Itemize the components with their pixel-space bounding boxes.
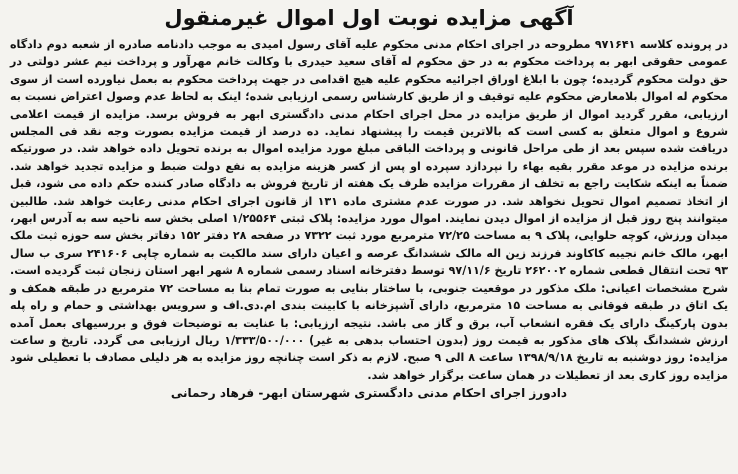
specs-text: ملک مذکور در موقعیت جنوبی، با ساختار بنایی به صورت تمام بنا به مساحت ۷۲ مترمربع در طبقه همکف و یک اتاق در طبقه فوقانی به مساحت ۱۵ مترمربع، دارای آشپزخانه با کابینت بندی ام.دی.اف و سرویس بهداشتی و حمام و راه پله بدون پارکینگ دارای یک فقره انشعاب آب، برق و گاز می باشد. (10, 281, 728, 330)
specs-heading: شرح مشخصات اعیانی: (596, 281, 728, 295)
signature-line: دادورز اجرای احکام مدنی دادگستری شهرستان ابهر- فرهاد رحمانی (170, 386, 568, 401)
date-heading: تاریخ و ساعت مزایده: (10, 333, 728, 365)
result-heading: نتیجه ارزیابی: (288, 316, 372, 330)
result-text: با عنایت به توضیحات فوق و بررسیهای بعمل آمده ارزش ششدانگ پلاک های مذکور به قیمت روز (بدون احتساب بدهی به غیر) ۱/۳۳۳/۵۰۰/۰۰۰ ریال ارزیابی می گردد. (10, 316, 729, 347)
property-text: پلاک ثبتی ۱/۲۵۵۶۴ اصلی بخش سه ناحیه سه به آدرس ابهر، میدان ورزش، کوچه حلوایی، پلاک ۹ به مساحت ۷۲/۲۵ مترمربع مورد ثبت ۷۳۲۲ در صفحه ۲۸ دفتر ۱۵۲ دفاتر بخش سه حوزه ثبت ملک ابهر، مالک خانم نجیبه کاکاوند فرزند زین اله مالک ششدانگ عرصه و اعیان دارای سند مالکیت به شماره چاپی ۲۴۱۶۰۶ سری ب سال ۹۳ تحت انتقال قطعی شماره ۲۶۲۰۰۲ تاریخ ۹۷/۱۱/۶ توسط دفترخانه اسناد رسمی شماره ۸ شهر ابهر استان زنجان ثبت گردیده است. (10, 212, 728, 278)
intro-paragraph: در پرونده کلاسه ۹۷۱۶۴۱ مطروحه در اجرای احکام مدنی محکوم علیه آقای رسول امیدی به موجب دادنامه صادره از شعبه دوم دادگاه عمومی حقوقی ابهر به پرداخت محکوم به در حق محکوم له آقای سعید حیدری با وکالت خانم مهرآور و پرداخت نیم عشر دولتی در حق دولت محکوم گردیده؛ چون با ابلاغ اوراق اجرائیه محکوم علیه هیچ اقدامی در جهت پرداخت محکوم به بعمل نیاورده است از سوی محکوم له اموال بلامعارض محکوم علیه توقیف و از طریق کارشناس رسمی ارزیابی شده؛ اینک به لحاظ عدم وصول اعتراض نسبت به ارزیابی، مقرر گردید اموال از طریق مزایده در محل اجرای احکام مدنی دادگستری ابهر به فروش برسد. مزایده از قیمت اعلامی شروع و اموال متعلق به کسی است که بالاترین قیمت را پیشنهاد نماید. ده درصد از قیمت مزایده بصورت وجه نقد فی المجلس دریافت شده سپس بعد از طی مراحل قانونی و پرداخت الباقی مبلغ مورد مزایده اموال به برنده تحویل داده خواهد شد. در صورتیکه برنده مزایده در موعد مقرر بقیه بهاء را نپردازد سپرده او پس از کسر هزینه مزایده به نفع دولت ضبط و مزایده تجدید خواهد شد. ضمناً به اینکه شکایت راجع به تخلف از مقررات مزایده ظرف یک هفته از تاریخ فروش به دادگاه صادر کننده حکم داده می شود، قبل از اتخاذ تصمیم اموال تحویل نخواهد شد. در صورت عدم مشتری ماده ۱۳۱ از قانون اجرای احکام مدنی رعایت خواهد شد. طالبین میتوانند پنج روز قبل از مزایده از اموال دیدن نمایند. (10, 38, 728, 226)
date-text: روز دوشنبه به تاریخ ۱۳۹۸/۹/۱۸ ساعت ۸ الی ۹ صبح. لازم به ذکر است چنانچه روز مزایده به هر دلیلی مصادف با تعطیلی شود مزایده روز کاری بعد از تعطیلات در همان ساعت برگزار خواهد شد. (10, 351, 728, 382)
notice-body (10, 36, 728, 384)
notice-title: آگهی مزایده نوبت اول اموال غیرمنقول (164, 6, 574, 30)
property-heading: اموال مورد مزایده: (332, 212, 441, 226)
